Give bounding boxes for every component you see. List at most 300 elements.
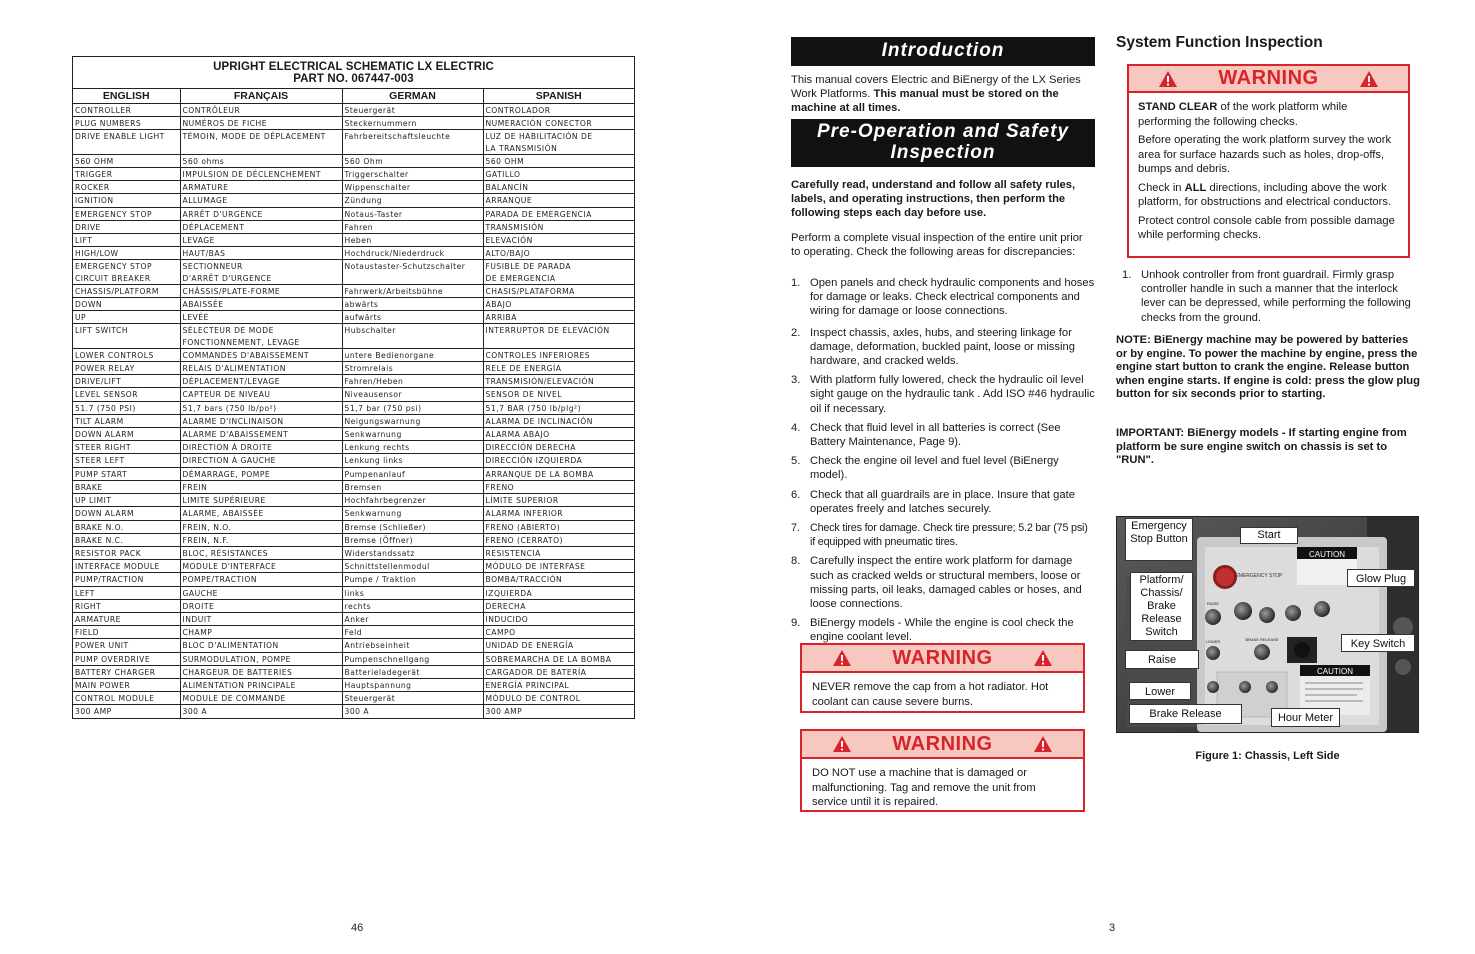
table-cell: RELE DE ENERGÍA — [483, 362, 634, 375]
table-cell: INDUIT — [180, 612, 342, 625]
step-number: 6. — [791, 488, 801, 501]
introduction-text-bold: This manual must be stored on the machine at all times. — [791, 88, 1059, 115]
table-cell: ALIMENTATION PRINCIPALE — [180, 678, 342, 691]
table-cell: BATTERY CHARGER — [73, 665, 180, 678]
table-cell: Wippenschalter — [342, 181, 483, 194]
table-cell: UP LIMIT — [73, 494, 180, 507]
table-cell: ABAISSÉE — [180, 298, 342, 311]
table-cell: UNIDAD DE ENERGÍA — [483, 639, 634, 652]
table-row — [73, 705, 634, 718]
table-cell: 560 Ohm — [342, 154, 483, 167]
table-cell: NUMERACIÓN CONECTOR — [483, 117, 634, 130]
table-cell: EMERGENCY STOP — [73, 207, 180, 220]
table-cell: Niveausensor — [342, 388, 483, 401]
table-cell: TÉMOIN, MODE DE DÉPLACEMENT — [180, 130, 342, 154]
preop-intro-plain: Perform a complete visual inspection of the entire unit prior to operating. Check the following areas for discrepancies: — [791, 232, 1083, 259]
warning-header — [802, 645, 1083, 673]
warning-stand-clear — [1127, 64, 1410, 258]
table-cell: 51,7 bars (750 lb/po²) — [180, 401, 342, 414]
warning-radiator — [800, 643, 1085, 713]
preop-step — [791, 326, 1095, 369]
table-cell: Fahrbereitschaftsleuchte — [342, 130, 483, 154]
table-cell: LIMITE SUPÉRIEURE — [180, 494, 342, 507]
table-cell: 51,7 bar (750 psi) — [342, 401, 483, 414]
table-cell: STEER LEFT — [73, 454, 180, 467]
table-cell: IZQUIERDA — [483, 586, 634, 599]
table-cell: INTERFACE MODULE — [73, 560, 180, 573]
table-cell: 560 ohms — [180, 154, 342, 167]
table-cell: DRIVE ENABLE LIGHT — [73, 130, 180, 154]
table-cell: Fahren/Heben — [342, 375, 483, 388]
table-cell: ROCKER — [73, 181, 180, 194]
table-cell: TRIGGER — [73, 168, 180, 181]
header-german: GERMAN — [342, 89, 483, 104]
table-cell: CAPTEUR DE NIVEAU — [180, 388, 342, 401]
table-cell: 300 A — [342, 705, 483, 718]
table-cell: LÍMITE SUPERIOR — [483, 494, 634, 507]
table-cell: CAMPO — [483, 626, 634, 639]
introduction-text-plain: This manual covers Electric and BiEnergy of the LX Series Work Platforms. — [791, 74, 1081, 101]
protect-cable-paragraph: Protect control console cable from possible damage while performing checks. — [1138, 214, 1395, 241]
table-cell: ARRIBA — [483, 311, 634, 324]
table-cell: HIGH/LOW — [73, 247, 180, 260]
callout-hour-meter: Hour Meter — [1271, 708, 1340, 727]
table-row — [73, 665, 634, 678]
step-text: Carefully inspect the entire work platform for damage such as cracked welds or structural members, loose or missing parts, oil leaks, damaged cables or hoses, and loose connections. — [810, 555, 1082, 611]
stand-clear-text: of the work platform while performing the following checks. — [1138, 101, 1348, 128]
schematic-table — [72, 56, 635, 719]
header-english: ENGLISH — [73, 89, 180, 104]
table-row — [73, 678, 634, 691]
table-cell: RIGHT — [73, 599, 180, 612]
table-cell: CONTROL MODULE — [73, 692, 180, 705]
table-cell: ARRANQUE — [483, 194, 634, 207]
preop-step — [791, 488, 1095, 516]
table-cell: MODULE DE COMMANDE — [180, 692, 342, 705]
table-cell: BRAKE N.O. — [73, 520, 180, 533]
table-cell: DIRECCIÓN DERECHA — [483, 441, 634, 454]
table-cell: ENERGÍA PRINCIPAL — [483, 678, 634, 691]
table-cell: TRANSMISIÓN/ELEVACIÓN — [483, 375, 634, 388]
table-cell: LEVEL SENSOR — [73, 388, 180, 401]
table-cell: Bremsen — [342, 480, 483, 493]
table-row — [73, 324, 634, 348]
stand-clear-paragraph — [1138, 100, 1399, 129]
table-cell: ELEVACIÓN — [483, 234, 634, 247]
table-row — [73, 599, 634, 612]
table-cell: DRIVE — [73, 220, 180, 233]
table-cell: FRENO — [483, 480, 634, 493]
callout-raise: Raise — [1125, 650, 1199, 669]
table-cell: SOBREMARCHA DE LA BOMBA — [483, 652, 634, 665]
table-row — [73, 626, 634, 639]
table-row — [73, 454, 634, 467]
table-cell: BLOC, RÉSISTANCES — [180, 546, 342, 559]
table-cell: POMPE/TRACTION — [180, 573, 342, 586]
warning-header — [802, 731, 1083, 759]
table-title — [73, 57, 634, 89]
table-cell: POWER UNIT — [73, 639, 180, 652]
table-cell: CONTROLES INFERIORES — [483, 348, 634, 361]
callout-glow-plug: Glow Plug — [1347, 569, 1415, 587]
table-cell: Notaus-Taster — [342, 207, 483, 220]
table-cell: Pumpe / Traktion — [342, 573, 483, 586]
table-row — [73, 154, 634, 167]
table-cell: 300 A — [180, 705, 342, 718]
table-cell: LEVÉE — [180, 311, 342, 324]
table-cell: CONTRÔLEUR — [180, 104, 342, 117]
header-spanish: SPANISH — [483, 89, 634, 104]
table-header-row — [73, 89, 634, 104]
table-cell: RESISTOR PACK — [73, 546, 180, 559]
table-cell: STEER RIGHT — [73, 441, 180, 454]
table-row — [73, 494, 634, 507]
table-cell: ARRANQUE DE LA BOMBA — [483, 467, 634, 480]
table-row — [73, 298, 634, 311]
table-cell: 560 OHM — [73, 154, 180, 167]
table-row — [73, 375, 634, 388]
table-cell: abwärts — [342, 298, 483, 311]
warning-triangle-icon — [832, 649, 852, 667]
table-row — [73, 247, 634, 260]
table-cell: Antriebseinheit — [342, 639, 483, 652]
preop-step — [791, 373, 1095, 416]
table-row — [73, 311, 634, 324]
table-cell: Senkwarnung — [342, 507, 483, 520]
table-row — [73, 104, 634, 117]
table-cell: ALARMA ABAJO — [483, 428, 634, 441]
step-text: Check tires for damage. Check tire pressure; 5.2 bar (75 psi) if equipped with pneumatic tires. — [810, 522, 1088, 549]
table-cell: Pumpenschnellgang — [342, 652, 483, 665]
table-cell: FREIN, N.O. — [180, 520, 342, 533]
table-row — [73, 117, 634, 130]
panel-raise-label: RAISE — [1206, 601, 1220, 606]
table-cell: INDUCIDO — [483, 612, 634, 625]
preop-step — [791, 521, 1095, 549]
table-cell: CONTROLLER — [73, 104, 180, 117]
table-cell: Neigungswarnung — [342, 414, 483, 427]
sfi-step — [1122, 268, 1418, 325]
table-row — [73, 168, 634, 181]
table-cell: Steuergerät — [342, 104, 483, 117]
table-cell: MÓDULO DE INTERFASE — [483, 560, 634, 573]
step-number: 7. — [791, 522, 800, 535]
table-cell: Hauptspannung — [342, 678, 483, 691]
table-cell: FREIN, N.F. — [180, 533, 342, 546]
table-cell: DRIVE/LIFT — [73, 375, 180, 388]
callout-platform-chassis-brake: Platform/ Chassis/ Brake Release Switch — [1130, 572, 1193, 641]
table-cell: DOWN ALARM — [73, 428, 180, 441]
table-cell: ALARME, ABAISSÉE — [180, 507, 342, 520]
table-cell: ALTO/BAJO — [483, 247, 634, 260]
header-francais: FRANÇAIS — [180, 89, 342, 104]
step-number: 1. — [1122, 269, 1132, 281]
table-cell: Lenkung links — [342, 454, 483, 467]
table-cell: Widerstandssatz — [342, 546, 483, 559]
table-cell: PUMP/TRACTION — [73, 573, 180, 586]
step-text: Inspect chassis, axles, hubs, and steering linkage for damage, deformation, buckled paint, loose or missing hardware, and cracked welds. — [810, 326, 1075, 368]
table-row — [73, 546, 634, 559]
preop-intro-bold: Carefully read, understand and follow all safety rules, labels, and operating instructions, then perform the following steps each day before use. — [791, 179, 1076, 220]
table-row — [73, 507, 634, 520]
table-cell: IMPULSION DE DÉCLENCHEMENT — [180, 168, 342, 181]
table-cell: Hubschalter — [342, 324, 483, 348]
warning-triangle-icon — [1033, 649, 1053, 667]
table-cell: Bremse (Öffner) — [342, 533, 483, 546]
table-cell: LUZ DE HABILITACIÓN DE LA TRANSMISIÓN — [483, 130, 634, 154]
table-cell: SURMODULATION, POMPE — [180, 652, 342, 665]
warning-text: DO NOT use a machine that is damaged or malfunctioning. Tag and remove the unit from service until it is repaired. — [812, 767, 1036, 808]
table-cell: BALANCÍN — [483, 181, 634, 194]
table-cell: FRENO (CERRATO) — [483, 533, 634, 546]
table-cell: SENSOR DE NIVEL — [483, 388, 634, 401]
table-row — [73, 207, 634, 220]
warning-damaged-machine — [800, 729, 1085, 812]
table-cell: Stromrelais — [342, 362, 483, 375]
table-cell: rechts — [342, 599, 483, 612]
warning-text — [1129, 93, 1408, 254]
table-cell: LOWER CONTROLS — [73, 348, 180, 361]
table-cell: DOWN ALARM — [73, 507, 180, 520]
table-title-line1: UPRIGHT ELECTRICAL SCHEMATIC LX ELECTRIC — [213, 61, 494, 73]
table-cell: DIRECCIÓN IZQUIERDA — [483, 454, 634, 467]
figure-caption: Figure 1: Chassis, Left Side — [1195, 750, 1340, 762]
step-text: Check the engine oil level and fuel level (BiEnergy model). — [810, 455, 1059, 482]
table-cell: DIRECTION À GAUCHE — [180, 454, 342, 467]
panel-emergency-stop-label: EMERGENCY STOP — [1235, 573, 1283, 579]
warning-text: NEVER remove the cap from a hot radiator. Hot coolant can cause severe burns. — [812, 681, 1049, 708]
preop-heading: Pre-Operation and Safety Inspection — [791, 119, 1095, 167]
table-cell: GATILLO — [483, 168, 634, 181]
table-cell: HAUT/BAS — [180, 247, 342, 260]
warning-triangle-icon — [1359, 70, 1379, 88]
table-cell: ALARMA INFERIOR — [483, 507, 634, 520]
bienergy-note: NOTE: BiEnergy machine may be powered by batteries or by engine. To power the machine by engine, press the engine start button to crank the engine. Release button when engine starts. If engine is cold: press the glow plug button for six seconds prior to starting. — [1116, 334, 1420, 400]
table-cell: Anker — [342, 612, 483, 625]
table-cell: Heben — [342, 234, 483, 247]
table-cell: MODULE D'INTERFACE — [180, 560, 342, 573]
warning-header — [1129, 66, 1408, 93]
panel-lower-label: LOWER — [1205, 639, 1221, 644]
preop-step — [791, 554, 1095, 611]
table-cell: INTERRUPTOR DE ELEVACIÓN — [483, 324, 634, 348]
table-cell: FIELD — [73, 626, 180, 639]
table-cell: DÉMARRAGE, POMPE — [180, 467, 342, 480]
table-cell: DIRECTION À DROITE — [180, 441, 342, 454]
table-cell: CARGADOR DE BATERÍA — [483, 665, 634, 678]
table-row — [73, 260, 634, 284]
table-cell: CHAMP — [180, 626, 342, 639]
table-row — [73, 639, 634, 652]
callout-lower: Lower — [1129, 682, 1191, 700]
table-cell: aufwärts — [342, 311, 483, 324]
step-number: 1. — [791, 277, 801, 289]
table-cell: Steuergerät — [342, 692, 483, 705]
table-row — [73, 414, 634, 427]
table-cell: Bremse (Schließer) — [342, 520, 483, 533]
table-cell: SÉLECTEUR DE MODE FONCTIONNEMENT, LEVAGE — [180, 324, 342, 348]
callout-start: Start — [1240, 527, 1298, 544]
warning-triangle-icon — [1158, 70, 1178, 88]
table-cell: CHASIS/PLATAFORMA — [483, 284, 634, 297]
step-text: Open panels and check hydraulic components and hoses for damage or leaks. Check electrical components and wiring for damage or loose connections. — [810, 277, 1095, 318]
table-cell: SECTIONNEUR D'ARRÊT D'URGENCE — [180, 260, 342, 284]
table-row — [73, 362, 634, 375]
table-cell: CHARGEUR DE BATTERIES — [180, 665, 342, 678]
table-cell: CONTROLADOR — [483, 104, 634, 117]
table-cell: CHÂSSIS/PLATE-FORME — [180, 284, 342, 297]
table-cell: Triggerschalter — [342, 168, 483, 181]
step-text: BiEnergy models - While the engine is cool check the engine coolant level. — [810, 617, 1074, 644]
step-text: Unhook controller from front guardrail. Firmly grasp controller handle in such a manner that the interlock lever can be depressed, while performing the following checks from the ground. — [1141, 269, 1411, 324]
table-cell: BOMBA/TRACCIÓN — [483, 573, 634, 586]
table-row — [73, 573, 634, 586]
table-cell: MAIN POWER — [73, 678, 180, 691]
table-cell: Pumpenanlauf — [342, 467, 483, 480]
table-cell: FREIN — [180, 480, 342, 493]
table-cell: IGNITION — [73, 194, 180, 207]
table-cell: BLOC D'ALIMENTATION — [180, 639, 342, 652]
warning-word: WARNING — [892, 646, 993, 669]
panel-brake-release-label: BRAKE RELEASE — [1245, 637, 1279, 642]
table-cell: ALARME D'ABAISSEMENT — [180, 428, 342, 441]
step-number: 3. — [791, 374, 801, 387]
step-number: 8. — [791, 555, 801, 568]
directions-text-a: Check in — [1138, 181, 1185, 194]
table-cell: DÉPLACEMENT/LEVAGE — [180, 375, 342, 388]
table-row — [73, 348, 634, 361]
bienergy-important: IMPORTANT: BiEnergy models - If starting engine from platform be sure engine switch on chassis is set to "RUN". — [1116, 427, 1407, 466]
table-cell: ALLUMAGE — [180, 194, 342, 207]
table-cell: Fahren — [342, 220, 483, 233]
table-cell: Hochdruck/Niederdruck — [342, 247, 483, 260]
preop-step — [791, 421, 1095, 449]
panel-caution-label-lower: CAUTION — [1317, 667, 1353, 676]
warning-word: WARNING — [892, 732, 993, 755]
table-cell: Hochfahrbegrenzer — [342, 494, 483, 507]
table-cell: links — [342, 586, 483, 599]
table-cell: ALARMA DE INCLINACIÓN — [483, 414, 634, 427]
table-cell: DERECHA — [483, 599, 634, 612]
warning-triangle-icon — [832, 735, 852, 753]
directions-text-b: directions, including above the work platform, for obstructions and electrical conductors. — [1138, 181, 1392, 208]
table-cell: 300 AMP — [485, 707, 523, 717]
table-cell: Notaustaster-Schutzschalter — [342, 260, 483, 284]
preop-step — [791, 454, 1095, 482]
warning-word: WARNING — [1218, 67, 1319, 89]
table-row — [73, 612, 634, 625]
table-row — [73, 388, 634, 401]
table-row — [73, 234, 634, 247]
table-cell: LEFT — [73, 586, 180, 599]
table-cell: Fahrwerk/Arbeitsbühne — [342, 284, 483, 297]
table-cell: ABAJO — [483, 298, 634, 311]
step-number: 2. — [791, 326, 801, 339]
table-cell: LEVAGE — [180, 234, 342, 247]
table-row — [73, 480, 634, 493]
table-row — [73, 194, 634, 207]
table-cell: DOWN — [73, 298, 180, 311]
table-cell: ARMATURE — [73, 612, 180, 625]
table-row — [73, 560, 634, 573]
table-cell: Lenkung rechts — [342, 441, 483, 454]
page-number-left: 46 — [351, 922, 364, 934]
callout-brake-release: Brake Release — [1129, 704, 1242, 724]
table-cell: ALARME D'INCLINAISON — [180, 414, 342, 427]
table-cell: MÓDULO DE CONTROL — [483, 692, 634, 705]
system-function-steps — [1122, 268, 1418, 330]
directions-paragraph — [1138, 181, 1399, 210]
table-cell: 51.7 (750 PSI) — [73, 401, 180, 414]
table-title-line2: PART NO. 067447-003 — [293, 73, 414, 85]
table-cell: POWER RELAY — [73, 362, 180, 375]
panel-caution-label: CAUTION — [1309, 550, 1345, 559]
table-cell: Feld — [342, 626, 483, 639]
table-row — [73, 441, 634, 454]
warning-triangle-icon — [1033, 735, 1053, 753]
table-row — [73, 692, 634, 705]
table-cell: 300 AMP — [73, 705, 180, 718]
table-cell: LIFT — [73, 234, 180, 247]
table-cell: RELAIS D'ALIMENTATION — [180, 362, 342, 375]
table-cell: FRENO (ABIERTO) — [483, 520, 634, 533]
table-cell: DÉPLACEMENT — [180, 220, 342, 233]
directions-bold: ALL — [1184, 181, 1207, 194]
table-cell: 51,7 BAR (750 lb/plg²) — [483, 401, 634, 414]
table-cell: UP — [73, 311, 180, 324]
table-row — [73, 586, 634, 599]
table-row — [73, 533, 634, 546]
step-text: With platform fully lowered, check the hydraulic oil level sight gauge on the hydraulic tank . Add ISO #46 hydraulic oil if necessary. — [810, 374, 1095, 415]
step-text: Check that all guardrails are in place. Insure that gate operates freely and latches securely. — [810, 488, 1075, 515]
table-row — [73, 284, 634, 297]
callout-key-switch: Key Switch — [1341, 634, 1415, 652]
table-cell: ARMATURE — [180, 181, 342, 194]
introduction-heading: Introduction — [791, 37, 1095, 66]
table-cell: 560 OHM — [483, 154, 634, 167]
step-number: 9. — [791, 617, 801, 630]
table-cell: GAUCHE — [180, 586, 342, 599]
table-cell: Senkwarnung — [342, 428, 483, 441]
introduction-text — [791, 73, 1096, 116]
preop-step — [791, 276, 1095, 319]
system-function-heading: System Function Inspection — [1116, 34, 1323, 51]
callout-emergency-stop: Emergency Stop Button — [1125, 518, 1193, 561]
table-cell: RESISTENCIA — [483, 546, 634, 559]
table-cell: ARRÊT D'URGENCE — [180, 207, 342, 220]
table-cell: NUMÉROS DE FICHE — [180, 117, 342, 130]
stand-clear-bold: STAND CLEAR — [1138, 101, 1218, 113]
table-cell: PARADA DE EMERGENCIA — [483, 207, 634, 220]
step-number: 5. — [791, 455, 801, 468]
table-cell: Zündung — [342, 194, 483, 207]
table-cell: BRAKE — [73, 480, 180, 493]
survey-paragraph: Before operating the work platform survey the work area for surface hazards such as holes, drop-offs, bumps and debris. — [1138, 134, 1392, 175]
table-cell: PUMP START — [73, 467, 180, 480]
table-row — [73, 181, 634, 194]
table-cell: DROITE — [180, 599, 342, 612]
table-row — [73, 652, 634, 665]
page-number-right: 3 — [1109, 922, 1116, 934]
table-row — [73, 520, 634, 533]
chassis-photo — [1116, 516, 1419, 733]
table-row — [73, 130, 634, 154]
table-cell: TRANSMISIÓN — [483, 220, 634, 233]
table-cell: untere Bedienorgane — [342, 348, 483, 361]
table-cell: Schnittstellenmodul — [342, 560, 483, 573]
table-cell: FUSIBLE DE PARADA DE EMERGENCIA — [483, 260, 634, 284]
table-cell: EMERGENCY STOP CIRCUIT BREAKER — [73, 260, 180, 284]
